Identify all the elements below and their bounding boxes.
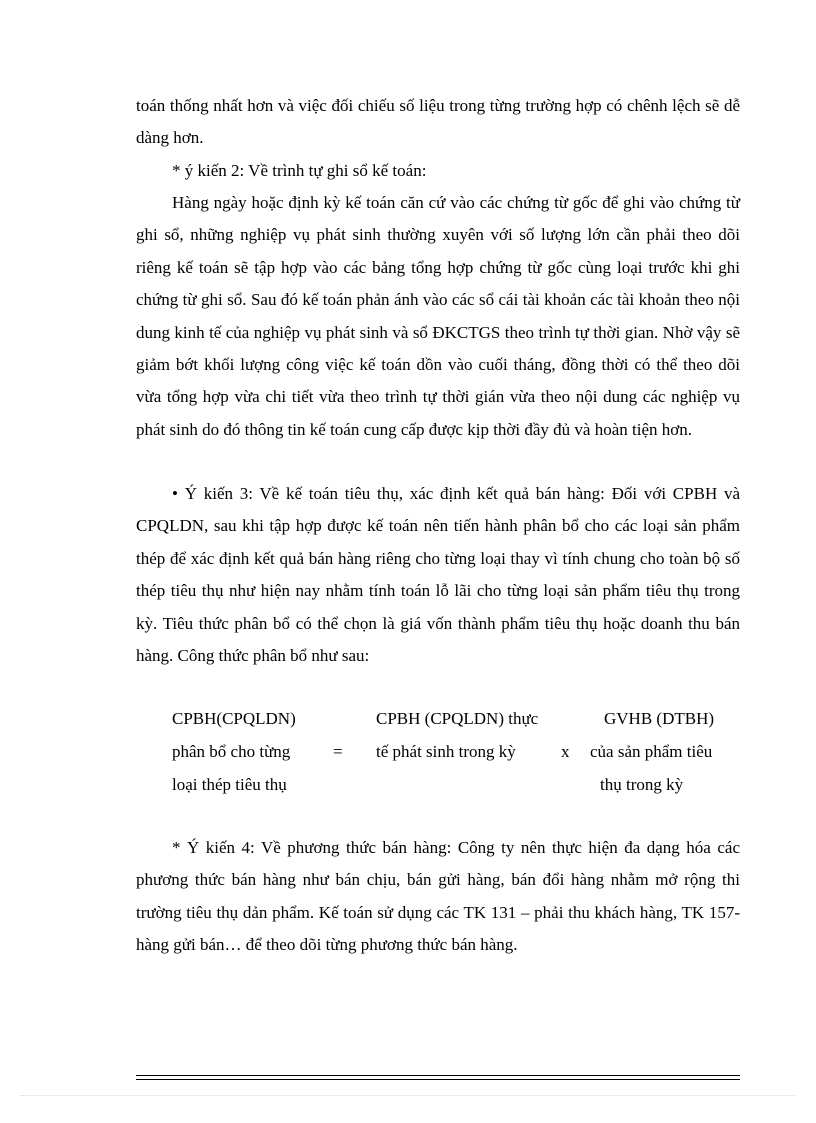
formula-left-line-2: phân bổ cho từng [172, 742, 291, 761]
formula-equals-sign: = [333, 742, 343, 761]
opinion-2-body: Hàng ngày hoặc định kỳ kế toán căn cứ vào các chứng từ gốc để ghi vào chứng từ ghi sổ, những nghiệp vụ phát sinh thường xuyên với số lượng lớn cần phải theo dõi riêng kế toán sẽ tập hợp vào các bảng tổng hợp chứng từ gốc cùng loại trước khi ghi chứng từ ghi sổ. Sau đó kế toán phản ánh vào các sổ cái tài khoản các tài khoản theo nội dung kinh tế của nghiệp vụ phát sinh và sổ ĐKCTGS theo trình tự thời gian. Nhờ vậy sẽ giảm bớt khối lượng công việc kế toán dồn vào cuối tháng, đồng thời có thể theo dõi vừa tổng hợp vừa chi tiết vừa theo trình tự thời gián vừa theo nội dung các nghiệp vụ phát sinh do đó thông tin kế toán cung cấp được kịp thời đầy đủ và hoàn tiện hơn. [136, 193, 740, 439]
formula-middle-line-1: CPBH (CPQLDN) thực [376, 709, 539, 728]
formula-right-line-1: GVHB (DTBH) [604, 709, 715, 728]
opinion-4-paragraph: * Ý kiến 4: Về phương thức bán hàng: Công ty nên thực hiện đa dạng hóa các phương thức bán hàng như bán chịu, bán gửi hàng, bán đổi hàng nhằm mở rộng thi trường tiêu thụ dản phẩm. Kế toán sử dụng các TK 131 – phải thu khách hàng, TK 157- hàng gửi bán… để theo dõi từng phương thức bán hàng. [136, 838, 740, 955]
formula-right-line-3: thụ trong kỳ [600, 775, 684, 794]
formula-middle-line-2: tế phát sinh trong kỳ [376, 742, 516, 761]
opinion-3-paragraph [136, 478, 740, 672]
formula-left-line-3: loại thép tiêu thụ [172, 775, 287, 794]
formula-left-line-1: CPBH(CPQLDN) [172, 709, 296, 728]
formula-right-line-2: của sản phẩm tiêu [590, 742, 713, 761]
footer-rule-bottom [136, 1079, 740, 1080]
opinion-2-heading: * ý kiến 2: Về trình tự ghi sổ kế toán: [172, 161, 427, 180]
formula-times-sign: x [561, 742, 570, 761]
opinion-3-text: Ý kiến 3: Về kế toán tiêu thụ, xác định kết quả bán hàng: Đối với CPBH và CPQLDN, sau khi tập hợp được kế toán nên tiến hành phân bổ cho các loại sản phẩm thép để xác định kết quả bán hàng riêng cho từng loại thay vì tính chung cho toàn bộ số thép tiêu thụ như hiện nay nhằm tính toán lỗ lãi cho từng loại sản phẩm tiêu thụ trong kỳ. Tiêu thức phân bổ có thể chọn là giá vốn thành phẩm tiêu thụ hoặc doanh thu bán hàng. Công thức phân bổ như sau: [136, 484, 741, 666]
bullet-icon: • [172, 484, 178, 503]
paragraph-continuation: toán thống nhất hơn và việc đối chiếu số liệu trong từng trường hợp có chênh lệch sẽ dễ dàng hơn. [136, 96, 740, 148]
footer-rule-top [136, 1075, 740, 1076]
page-edge-dotted-line [20, 1095, 796, 1096]
